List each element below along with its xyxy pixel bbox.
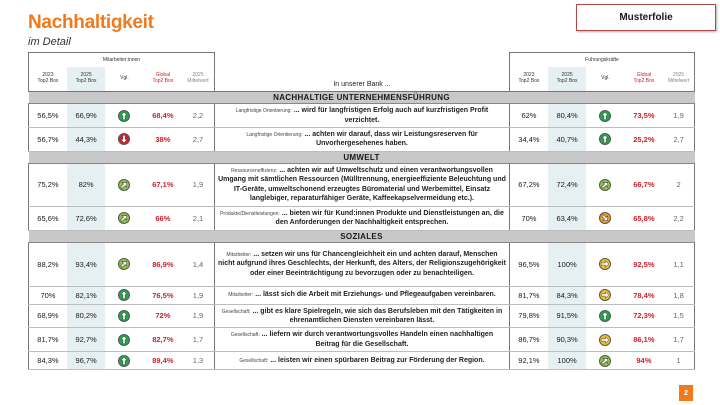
col-vgl-header-fk: Vgl. xyxy=(586,67,624,92)
employees-global-value: 89,4% xyxy=(144,352,182,370)
col-global-header-fk: Global Top2 Box xyxy=(625,67,663,92)
section-title: UMWELT xyxy=(29,151,695,163)
managers-trend-arrow-icon xyxy=(599,289,611,301)
question-statement: ... bieten wir für Kund:innen Produkte und Dienstleistungen an, die den Anforderungen der Nachhaltigkeit entsprechen. xyxy=(275,209,504,227)
employees-2023-value: 70% xyxy=(29,286,67,304)
employees-mean-value: 2,7 xyxy=(182,128,214,152)
col-mean-header-fk: 2025 Mittelwert xyxy=(663,67,694,92)
employees-trend-arrow-icon-cell xyxy=(105,104,143,128)
managers-trend-arrow-icon-cell xyxy=(586,304,624,328)
table-row xyxy=(29,286,695,304)
managers-2023-value: 79,8% xyxy=(510,304,548,328)
section-header-row xyxy=(29,230,695,242)
employees-group-header: Mitarbeiter:innen xyxy=(29,53,215,68)
managers-global-value: 78,4% xyxy=(625,286,663,304)
section-header-row xyxy=(29,151,695,163)
employees-2025-value: 72,6% xyxy=(67,206,105,230)
employees-trend-arrow-icon xyxy=(118,212,130,224)
managers-global-value: 94% xyxy=(625,352,663,370)
employees-trend-arrow-icon-cell xyxy=(105,163,143,206)
employees-2025-value: 93,4% xyxy=(67,242,105,286)
managers-trend-arrow-icon xyxy=(599,179,611,191)
managers-mean-value: 2,2 xyxy=(663,206,694,230)
col-2025-header-fk: 2025 Top2 Box xyxy=(548,67,586,92)
question-text xyxy=(214,328,509,352)
managers-mean-value: 1 xyxy=(663,352,694,370)
managers-trend-arrow-icon xyxy=(599,212,611,224)
question-category: Gesellschaft: xyxy=(239,358,269,365)
question-text xyxy=(214,163,509,206)
table-row xyxy=(29,104,695,128)
table-row xyxy=(29,242,695,286)
question-text xyxy=(214,304,509,328)
employees-global-value: 67,1% xyxy=(144,163,182,206)
section-title: SOZIALES xyxy=(29,230,695,242)
employees-global-value: 76,5% xyxy=(144,286,182,304)
question-statement: ... liefern wir durch verantwortungsvolles Handeln einen nachhaltigen Beitrag für die Gesellschaft. xyxy=(261,331,494,348)
employees-mean-value: 1,7 xyxy=(182,328,214,352)
page-number: 2 xyxy=(679,385,693,401)
employees-2025-value: 96,7% xyxy=(67,352,105,370)
managers-trend-arrow-icon-cell xyxy=(586,286,624,304)
question-text xyxy=(214,352,509,370)
employees-global-value: 86,9% xyxy=(144,242,182,286)
employees-2023-value: 65,6% xyxy=(29,206,67,230)
question-statement: ... setzen wir uns für Chancengleichheit ein und achten darauf, Menschen nicht aufgrund ihres Geschlechts, der Herkunft, des Alters, der Religionszugehörigkeit oder einer Beeinträchtigung zu bevorzugen oder zu benachteiligen. xyxy=(217,250,506,277)
employees-trend-arrow-icon xyxy=(118,310,130,322)
employees-trend-arrow-icon xyxy=(118,179,130,191)
managers-global-value: 25,2% xyxy=(625,128,663,152)
employees-trend-arrow-icon-cell xyxy=(105,352,143,370)
employees-trend-arrow-icon-cell xyxy=(105,286,143,304)
employees-global-value: 72% xyxy=(144,304,182,328)
table-row xyxy=(29,304,695,328)
employees-2023-value: 56,5% xyxy=(29,104,67,128)
question-text xyxy=(214,286,509,304)
col-2025-header: 2025 Top2 Box xyxy=(67,67,105,92)
managers-mean-value: 1,7 xyxy=(663,328,694,352)
question-category: Mitarbeiter: xyxy=(226,251,252,258)
table-row xyxy=(29,128,695,152)
table-row xyxy=(29,352,695,370)
managers-mean-value: 1,5 xyxy=(663,304,694,328)
employees-trend-arrow-icon xyxy=(118,289,130,301)
managers-global-value: 86,1% xyxy=(625,328,663,352)
employees-trend-arrow-icon xyxy=(118,355,130,367)
employees-mean-value: 1,3 xyxy=(182,352,214,370)
managers-global-value: 66,7% xyxy=(625,163,663,206)
question-text xyxy=(214,128,509,152)
employees-2023-value: 68,9% xyxy=(29,304,67,328)
question-text xyxy=(214,206,509,230)
managers-2023-value: 62% xyxy=(510,104,548,128)
employees-2025-value: 92,7% xyxy=(67,328,105,352)
managers-2025-value: 63,4% xyxy=(548,206,586,230)
managers-trend-arrow-icon-cell xyxy=(586,206,624,230)
question-statement: ... achten wir darauf, dass wir Leistungsreserven für Unvorhergesehenes haben. xyxy=(304,131,478,148)
employees-trend-arrow-icon xyxy=(118,110,130,122)
managers-global-value: 65,8% xyxy=(625,206,663,230)
managers-mean-value: 1,9 xyxy=(663,104,694,128)
managers-2025-value: 100% xyxy=(548,242,586,286)
employees-2023-value: 75,2% xyxy=(29,163,67,206)
question-statement: ... lässt sich die Arbeit mit Erziehungs- und Pflegeaufgaben vereinbaren. xyxy=(255,291,496,299)
managers-2025-value: 91,5% xyxy=(548,304,586,328)
employees-2025-value: 82,1% xyxy=(67,286,105,304)
question-category: Langfristige Orientierung: xyxy=(246,132,303,138)
section-title: NACHHALTIGE UNTERNEHMENSFÜHRUNG xyxy=(29,92,695,104)
section-header-row xyxy=(29,92,695,104)
managers-trend-arrow-icon xyxy=(599,258,611,270)
managers-2023-value: 70% xyxy=(510,206,548,230)
employees-mean-value: 1,9 xyxy=(182,304,214,328)
question-category: Langfristige Orientierung: xyxy=(235,108,292,115)
employees-trend-arrow-icon-cell xyxy=(105,304,143,328)
question-header: In unserer Bank ... xyxy=(214,67,509,92)
employees-2023-value: 88,2% xyxy=(29,242,67,286)
managers-2025-value: 84,3% xyxy=(548,286,586,304)
col-mean-header: 2025 Mittelwert xyxy=(182,67,214,92)
employees-mean-value: 1,9 xyxy=(182,163,214,206)
managers-global-value: 72,3% xyxy=(625,304,663,328)
question-text xyxy=(214,104,509,128)
employees-global-value: 82,7% xyxy=(144,328,182,352)
managers-trend-arrow-icon-cell xyxy=(586,328,624,352)
managers-2023-value: 86,7% xyxy=(510,328,548,352)
employees-2023-value: 81,7% xyxy=(29,328,67,352)
question-category: Produkte/Dienstleistungen: xyxy=(220,210,280,217)
managers-2023-value: 67,2% xyxy=(510,163,548,206)
question-statement: ... gibt es klare Spielregeln, wie sich das Berufsleben mit den Tätigkeiten in ehrenamtlichen Diensten vereinbaren lässt. xyxy=(252,307,503,324)
employees-mean-value: 2,2 xyxy=(182,104,214,128)
employees-2025-value: 44,3% xyxy=(67,128,105,152)
question-category: Gesellschaft: xyxy=(230,332,260,339)
managers-trend-arrow-icon-cell xyxy=(586,104,624,128)
employees-trend-arrow-icon-cell xyxy=(105,328,143,352)
employees-mean-value: 2,1 xyxy=(182,206,214,230)
employees-2023-value: 84,3% xyxy=(29,352,67,370)
managers-global-value: 92,5% xyxy=(625,242,663,286)
employees-trend-arrow-icon xyxy=(118,334,130,346)
managers-2023-value: 81,7% xyxy=(510,286,548,304)
employees-trend-arrow-icon-cell xyxy=(105,242,143,286)
employees-2025-value: 66,9% xyxy=(67,104,105,128)
managers-mean-value: 2,7 xyxy=(663,128,694,152)
managers-2023-value: 34,4% xyxy=(510,128,548,152)
employees-trend-arrow-icon xyxy=(118,133,130,145)
employees-global-value: 66% xyxy=(144,206,182,230)
employees-global-value: 68,4% xyxy=(144,104,182,128)
col-global-header: Global Top2 Box xyxy=(144,67,182,92)
employees-2025-value: 82% xyxy=(67,163,105,206)
question-statement: ... achten wir auf Umweltschutz und einen verantwortungsvollen Umgang mit sämtlichen Ressourcen (Mülltrennung, energieeffiziente Beleuchtung und IT-Geräte, umweltschonend erzeugtes Büromaterial und Werbemittel, Einsatz langlebiger, reparaturfähiger Geräte, Kaffeekapselvermeidung etc.). xyxy=(218,166,506,203)
managers-trend-arrow-icon-cell xyxy=(586,128,624,152)
managers-2025-value: 72,4% xyxy=(548,163,586,206)
managers-2025-value: 100% xyxy=(548,352,586,370)
managers-mean-value: 1,1 xyxy=(663,242,694,286)
slide-subtitle: im Detail xyxy=(28,36,71,48)
managers-mean-value: 1,8 xyxy=(663,286,694,304)
sustainability-table xyxy=(28,52,695,370)
employees-mean-value: 1,9 xyxy=(182,286,214,304)
managers-group-header: Führungskräfte xyxy=(510,53,695,68)
slide-title: Nachhaltigkeit xyxy=(28,12,154,33)
managers-2023-value: 96,5% xyxy=(510,242,548,286)
employees-trend-arrow-icon-cell xyxy=(105,128,143,152)
table-row xyxy=(29,206,695,230)
managers-trend-arrow-icon xyxy=(599,133,611,145)
table-row xyxy=(29,328,695,352)
employees-2025-value: 80,2% xyxy=(67,304,105,328)
managers-trend-arrow-icon-cell xyxy=(586,163,624,206)
managers-2025-value: 90,3% xyxy=(548,328,586,352)
question-statement: ... leisten wir einen spürbaren Beitrag zur Förderung der Region. xyxy=(270,357,485,365)
managers-global-value: 73,5% xyxy=(625,104,663,128)
question-category: Gesellschaft: xyxy=(221,308,251,315)
employees-trend-arrow-icon-cell xyxy=(105,206,143,230)
managers-trend-arrow-icon xyxy=(599,110,611,122)
managers-2023-value: 92,1% xyxy=(510,352,548,370)
sample-slide-badge: Musterfolie xyxy=(576,4,716,31)
employees-trend-arrow-icon xyxy=(118,258,130,270)
managers-trend-arrow-icon-cell xyxy=(586,242,624,286)
employees-global-value: 38% xyxy=(144,128,182,152)
employees-2023-value: 56,7% xyxy=(29,128,67,152)
managers-trend-arrow-icon xyxy=(599,334,611,346)
managers-2025-value: 80,4% xyxy=(548,104,586,128)
managers-trend-arrow-icon-cell xyxy=(586,352,624,370)
managers-mean-value: 2 xyxy=(663,163,694,206)
managers-trend-arrow-icon xyxy=(599,310,611,322)
table-row xyxy=(29,163,695,206)
question-category: Mitarbeiter: xyxy=(228,292,254,299)
col-vgl-header: Vgl. xyxy=(105,67,143,92)
employees-mean-value: 1,4 xyxy=(182,242,214,286)
col-2023-header: 2023 Top2 Box xyxy=(29,67,67,92)
question-category: Ressourceneffizienz: xyxy=(231,167,278,174)
col-2023-header-fk: 2023 Top2 Box xyxy=(510,67,548,92)
managers-trend-arrow-icon xyxy=(599,355,611,367)
question-text xyxy=(214,242,509,286)
question-statement: ... wird für langfristigen Erfolg auch auf kurzfristigen Profit verzichtet. xyxy=(293,107,489,124)
managers-2025-value: 40,7% xyxy=(548,128,586,152)
